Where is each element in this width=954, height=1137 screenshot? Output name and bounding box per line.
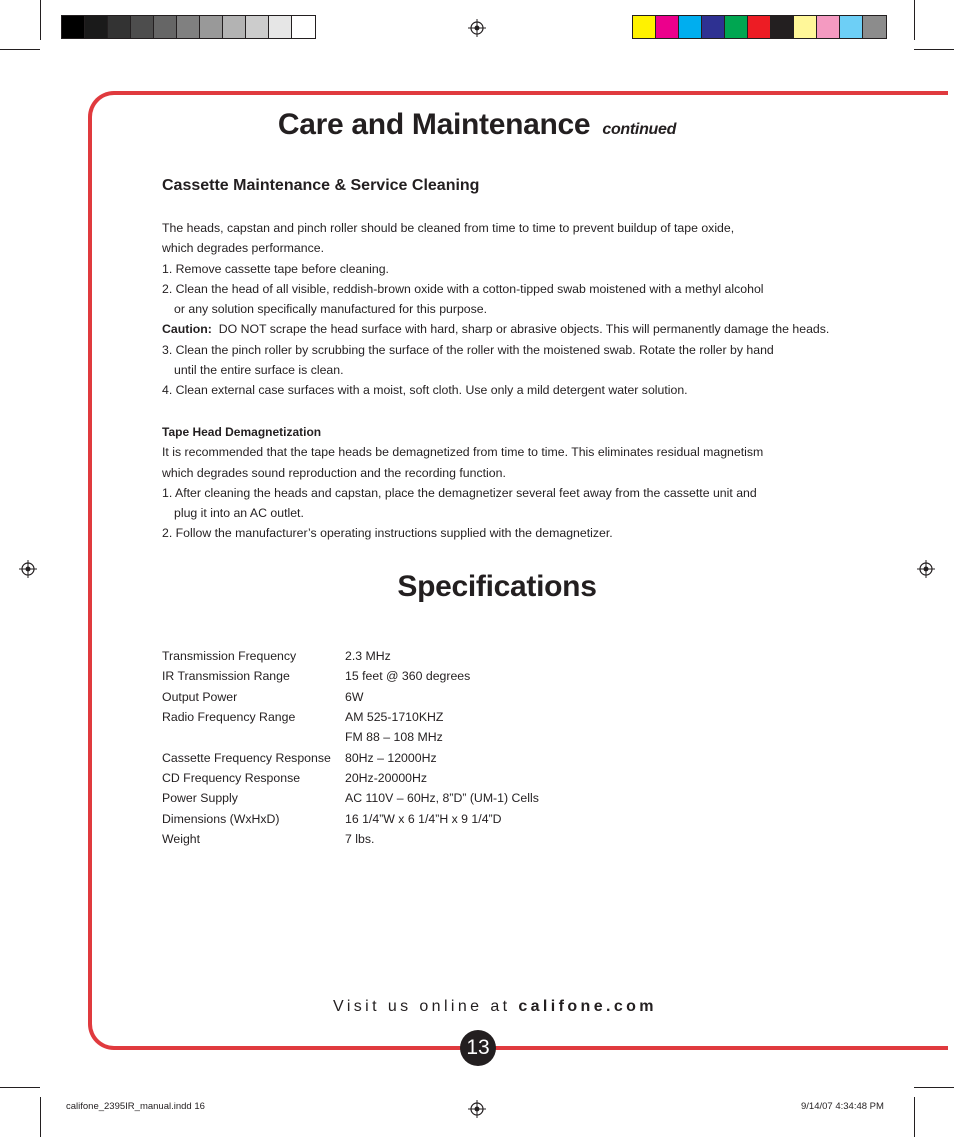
crop-mark [914,49,954,50]
color-swatch [840,16,863,38]
paragraph-line: which degrades sound reproduction and the recording function. [162,465,506,480]
spec-value: AC 110V – 60Hz, 8”D” (UM-1) Cells [345,791,539,806]
spec-value: FM 88 – 108 MHz [345,730,443,745]
timestamp-slug: 9/14/07 4:34:48 PM [801,1101,884,1112]
list-item-continuation: plug it into an AC outlet. [174,506,304,521]
list-item: 2. Follow the manufacturer’s operating instructions supplied with the demagnetizer. [162,526,613,541]
section-heading-cassette: Cassette Maintenance & Service Cleaning [162,177,480,194]
registration-mark-icon [468,19,486,37]
spec-value: 80Hz – 12000Hz [345,750,437,765]
crop-mark [914,1097,915,1137]
gray-swatch [200,16,223,38]
registration-mark-icon [468,1100,486,1118]
section-heading-demagnetization: Tape Head Demagnetization [162,425,322,439]
spec-value: 6W [345,689,364,704]
page-title-suffix: continued [602,121,677,138]
specifications-title: Specifications [397,570,597,603]
color-swatch [679,16,702,38]
spec-label: Transmission Frequency [162,649,297,664]
page-number-badge: 13 [460,1030,496,1066]
spec-label: Weight [162,831,201,846]
spec-value: 16 1/4”W x 6 1/4”H x 9 1/4”D [345,811,502,826]
gray-swatch [85,16,108,38]
spec-label: Output Power [162,689,238,704]
crop-mark [914,1087,954,1088]
gray-swatch-bar [61,15,316,39]
gray-swatch [177,16,200,38]
table-row [162,829,539,849]
table-row [162,666,539,686]
table-row [162,707,539,727]
file-slug: califone_2395IR_manual.indd 16 [66,1101,205,1112]
spec-value: 20Hz-20000Hz [345,770,428,785]
gray-swatch [62,16,85,38]
list-item: 1. After cleaning the heads and capstan, place the demagnetizer several feet away from the cassette unit and [162,485,757,500]
gray-swatch [246,16,269,38]
table-row [162,788,539,808]
crop-mark [40,0,41,40]
spec-value: AM 525-1710KHZ [345,710,444,725]
specifications-table [162,646,539,849]
demagnetization-section [162,422,763,544]
color-swatch [748,16,771,38]
list-item: 3. Clean the pinch roller by scrubbing the surface of the roller with the moistened swab. Rotate the roller by hand [162,342,774,357]
website-link[interactable]: califone.com [518,998,657,1015]
table-row [162,747,539,767]
visit-online-line [0,998,954,1016]
color-swatch [725,16,748,38]
paragraph-line: It is recommended that the tape heads be demagnetized from time to time. This eliminates residual magnetism [162,445,764,460]
crop-mark [914,0,915,40]
cassette-instructions [162,218,829,401]
color-swatch [817,16,840,38]
color-swatch [771,16,794,38]
list-item: 1. Remove cassette tape before cleaning. [162,261,389,276]
color-swatch [863,16,886,38]
crop-mark [0,1087,40,1088]
spec-label: Power Supply [162,791,238,806]
color-swatch [794,16,817,38]
spec-value: 15 feet @ 360 degrees [345,669,471,684]
caution-text: DO NOT scrape the head surface with hard, sharp or abrasive objects. This will permanently damage the heads. [218,322,830,337]
list-item: 2. Clean the head of all visible, reddish-brown oxide with a cotton-tipped swab moistened with a methyl alcohol [162,281,764,296]
caution-line [162,319,829,339]
list-item-continuation: until the entire surface is clean. [174,363,344,378]
table-row [162,687,539,707]
caution-label: Caution: [162,322,212,337]
spec-value: 2.3 MHz [345,649,391,664]
spec-label: Cassette Frequency Response [162,750,331,765]
list-item-continuation: or any solution specifically manufactured for this purpose. [174,302,488,317]
crop-mark [0,49,40,50]
color-swatch [633,16,656,38]
color-swatch [656,16,679,38]
spec-label: Dimensions (WxHxD) [162,811,280,826]
spec-label: IR Transmission Range [162,669,290,684]
table-row [162,768,539,788]
table-row [162,808,539,828]
page-title-text: Care and Maintenance [277,108,591,141]
paragraph-line: The heads, capstan and pinch roller should be cleaned from time to time to prevent buildup of tape oxide, [162,221,735,235]
spec-label: CD Frequency Response [162,770,301,785]
gray-swatch [223,16,246,38]
color-swatch [702,16,725,38]
gray-swatch [131,16,154,38]
page-title [0,108,954,142]
table-row [162,646,539,666]
visit-prefix: Visit us online at [333,998,511,1015]
crop-mark [40,1097,41,1137]
gray-swatch [269,16,292,38]
list-item: 4. Clean external case surfaces with a moist, soft cloth. Use only a mild detergent water solution. [162,383,688,398]
gray-swatch [108,16,131,38]
gray-swatch [292,16,315,38]
spec-label [162,727,345,747]
color-swatch-bar [632,15,887,39]
spec-label: Radio Frequency Range [162,710,296,725]
gray-swatch [154,16,177,38]
paragraph-line: which degrades performance. [162,241,324,256]
spec-value: 7 lbs. [345,831,375,846]
table-row [162,727,539,747]
